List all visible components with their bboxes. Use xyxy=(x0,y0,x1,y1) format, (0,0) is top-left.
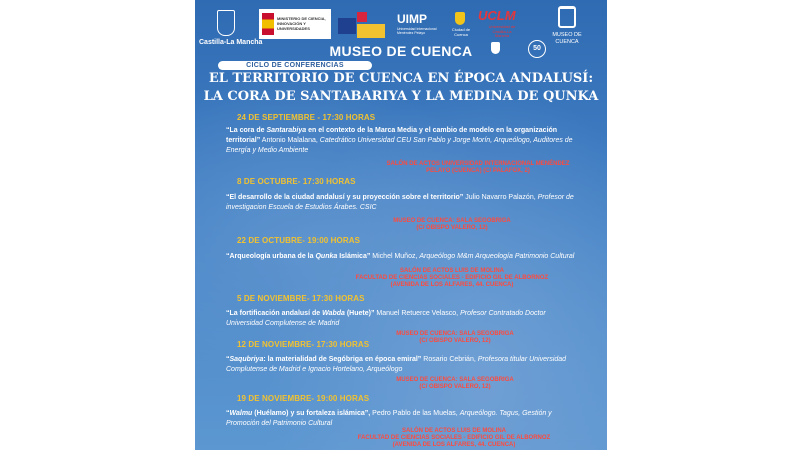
uclm-logo-subtext: Universidad de Castilla-La Mancha xyxy=(488,24,516,38)
talk-description: “Arqueología urbana de la Qunka Islámica” Michel Muñoz, Arqueólogo M&m Arqueología Patrimonio Cultural xyxy=(226,253,575,260)
eu-funding-logo-icon xyxy=(338,12,386,40)
conference-poster xyxy=(195,0,607,450)
ministerio-logo xyxy=(259,9,331,39)
talk-venue: MUSEO DE CUENCA: SALA SEGOBRIGA (C/ OBISPO VALERO, 12) xyxy=(393,218,511,231)
talk-description: “La cora de Santarabiya en el contexto de la Marca Media y el cambio de modelo en la organización territorial” Antonio Malalana, Catedrático Universidad CEU San Pablo y Jorge Morín, Arqueólogo, Auditores de Energía y Medio Ambiente xyxy=(226,127,573,154)
talk-date: 12 DE NOVIEMBRE- 17:30 HORAS xyxy=(237,340,370,349)
talk-description: “Walmu (Huélamo) y su fortaleza islámica”, Pedro Pablo de las Muelas, Arqueólogo. Tagus, Gestión y Promoción del Patrimonio Cultural xyxy=(226,410,552,427)
talk-description: “La fortificación andalusí de Wabda (Huete)” Manuel Retuerce Velasco, Profesor Contratado Doctor Universidad Complutense de Madrid xyxy=(226,310,546,327)
anniversary-badge: 50 xyxy=(528,40,546,58)
talk-description: “Saqubriya: la materialidad de Segóbriga en época emiral” Rosario Cebrián, Profesora titular Universidad Complutense de Madrid e Ignacio Hortelano, Arqueólogo xyxy=(226,356,567,373)
uclm-logo-text: UCLM xyxy=(478,8,516,23)
cuenca-city-logo-text: Ciudad de Cuenca xyxy=(451,27,471,37)
talk-date: 19 DE NOVIEMBRE- 19:00 HORAS xyxy=(237,394,370,403)
museo-cuenca-icon xyxy=(558,6,576,28)
talk-date: 22 DE OCTUBRE- 19:00 HORAS xyxy=(237,236,361,245)
talk-date: 8 DE OCTUBRE- 17:30 HORAS xyxy=(237,177,356,186)
uimp-logo-subtext: Universidad Internacional Menéndez Pelayo xyxy=(397,27,437,35)
diputacion-shield-icon xyxy=(491,42,500,54)
talk-description: “El desarrollo de la ciudad andalusí y su proyección sobre el territorio” Julio Navarro Palazón, Profesor de investigacion Escuela de Estudios Árabes. CSIC xyxy=(226,194,574,211)
main-title-line-2: LA CORA DE SANTABARIYA Y LA MEDINA DE QUNKA xyxy=(203,89,599,104)
ciclo-badge: CICLO DE CONFERENCIAS xyxy=(218,61,372,70)
talk-venue: SALÓN DE ACTOS LUIS DE MOLINA FACULTAD DE CIENCIAS SOCIALES - EDIFICIO GIL DE ALBORNOZ (AVENIDA DE LOS ALFARES, 44. CUENCA) xyxy=(357,428,551,448)
cuenca-city-emblem-icon xyxy=(455,12,465,25)
uimp-logo-text: UIMP xyxy=(397,12,427,26)
talk-date: 5 DE NOVIEMBRE- 17:30 HORAS xyxy=(237,294,365,303)
talk-venue: MUSEO DE CUENCA: SALA SEGOBRIGA (C/ OBISPO VALERO, 12) xyxy=(396,331,514,344)
clm-logo-text: Castilla-La Mancha xyxy=(199,39,263,46)
talk-venue: SALÓN DE ACTOS LUIS DE MOLINA FACULTAD DE CIENCIAS SOCIALES - EDIFICIO GIL DE ALBORNOZ (AVENIDA DE LOS ALFARES, 44. CUENCA) xyxy=(355,268,549,288)
museo-title: MUSEO DE CUENCA xyxy=(329,43,473,59)
spain-shield-icon xyxy=(262,13,274,35)
ministerio-logo-text: MINISTERIO DE CIENCIA, INNOVACIÓN Y UNIVERSIDADES xyxy=(277,16,326,31)
talk-venue: SALÓN DE ACTOS UNIVERSIDAD INTERNACIONAL MENÉNDEZ PELAYO (CUENCA) (C/ PALAFOX, 2) xyxy=(386,161,570,174)
talk-venue: MUSEO DE CUENCA: SALA SEGOBRIGA (C/ OBISPO VALERO, 12) xyxy=(396,377,514,390)
museo-cuenca-logo-text: MUSEO DE CUENCA xyxy=(552,32,582,45)
clm-emblem-icon xyxy=(217,10,235,36)
main-title-line-1: EL TERRITORIO DE CUENCA EN ÉPOCA ANDALUSÍ: xyxy=(208,71,594,86)
talk-date: 24 DE SEPTIEMBRE - 17:30 HORAS xyxy=(237,113,376,122)
